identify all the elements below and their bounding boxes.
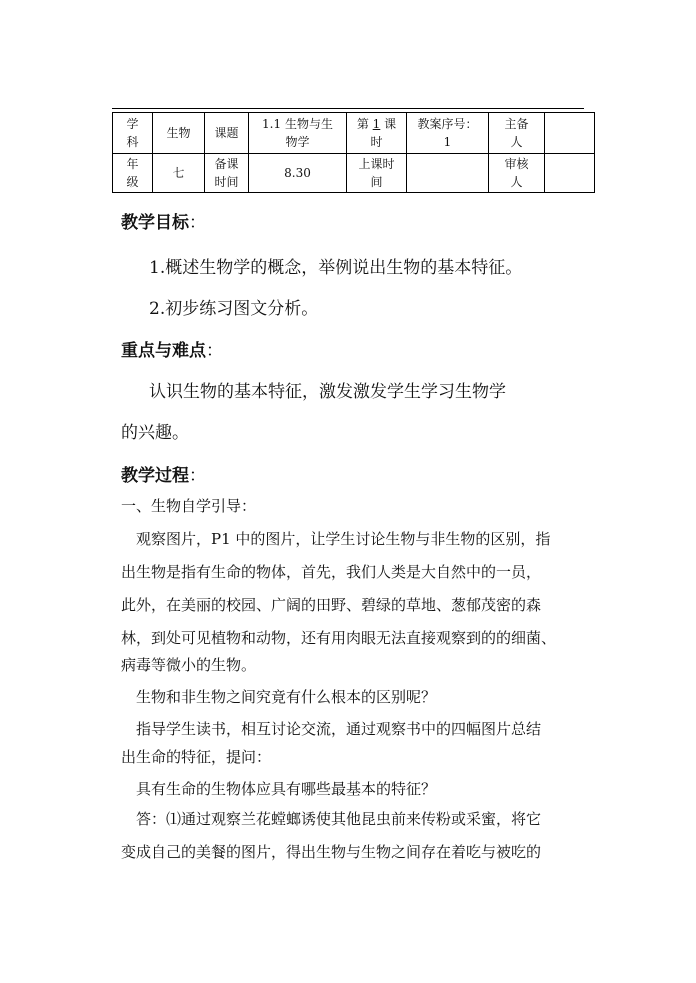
key-points-heading-text: 重点与难点 xyxy=(121,341,206,361)
topic-label: 课题 xyxy=(214,126,239,140)
para1-line-2: 出生物是指有生命的物体，首先，我们人类是大自然中的一员， xyxy=(121,563,542,581)
lesson-prefix: 第 xyxy=(356,117,369,131)
grade-label-cell xyxy=(113,154,153,193)
key-points-line-2: 的兴趣。 xyxy=(121,423,189,443)
lesson-count-cell xyxy=(347,113,407,154)
prep-time-label: 备课 时间 xyxy=(214,157,239,189)
topic-label-cell xyxy=(205,113,249,154)
answer-line-2: 变成自己的美餐的图片，得出生物与生物之间存在着吃与被吃的 xyxy=(121,843,542,861)
subject-value-cell xyxy=(153,113,205,154)
part1-heading: 一、生物自学引导： xyxy=(121,497,257,515)
lesson-suffix: 课 时 xyxy=(370,117,397,149)
para1-line-3: 此外，在美丽的校园、广阔的田野、碧绿的草地、葱郁茂密的森 xyxy=(121,596,542,614)
question-2: 具有生命的生物体应具有哪些最基本的特征？ xyxy=(136,780,437,798)
prep-time-label-cell xyxy=(205,154,249,193)
objectives-heading xyxy=(121,208,206,233)
subject-label: 学 科 xyxy=(126,117,139,149)
key-points-heading-colon: ： xyxy=(206,341,223,361)
plan-number-label: 教案序号： xyxy=(417,117,478,131)
plan-number-cell xyxy=(407,113,489,154)
preparer-value-cell xyxy=(545,113,595,154)
table-row xyxy=(113,113,595,154)
subject-value: 生物 xyxy=(166,126,191,140)
preparer-label: 主备 人 xyxy=(504,117,529,149)
grade-label: 年 级 xyxy=(126,157,139,189)
class-time-value-cell xyxy=(407,154,489,193)
para1-line-1: 观察图片，P1 中的图片，让学生讨论生物与非生物的区别，指 xyxy=(136,530,551,548)
guide-line-2: 出生命的特征，提问： xyxy=(121,748,272,766)
topic-value: 1.1 生物与生 物学 xyxy=(262,117,333,149)
key-points-heading xyxy=(121,336,223,361)
table-top-rule xyxy=(112,108,584,109)
process-heading-text: 教学过程 xyxy=(121,466,189,486)
prep-time-value: 8.30 xyxy=(284,166,311,180)
class-time-label: 上课时 间 xyxy=(358,157,395,189)
answer-line-1: 答：⑴通过观察兰花螳螂诱使其他昆虫前来传粉或采蜜，将它 xyxy=(136,810,542,828)
table-row xyxy=(113,154,595,193)
para1-line-4: 林，到处可见植物和动物，还有用肉眼无法直接观察到的的细菌、 xyxy=(121,629,557,647)
key-points-line-1: 认识生物的基本特征，激发激发学生学习生物学 xyxy=(149,382,506,402)
reviewer-label: 审核 人 xyxy=(504,157,529,189)
guide-line-1: 指导学生读书，相互讨论交流，通过观察书中的四幅图片总结 xyxy=(136,720,542,738)
objectives-heading-colon: ： xyxy=(189,213,206,233)
objectives-heading-text: 教学目标 xyxy=(121,213,189,233)
process-heading xyxy=(121,461,206,486)
reviewer-label-cell xyxy=(489,154,545,193)
subject-label-cell xyxy=(113,113,153,154)
objective-2: 2.初步练习图文分析。 xyxy=(149,299,319,319)
reviewer-value-cell xyxy=(545,154,595,193)
para1-line-5: 病毒等微小的生物。 xyxy=(121,656,257,674)
grade-value: 七 xyxy=(172,166,185,180)
question-1: 生物和非生物之间究竟有什么根本的区别呢？ xyxy=(136,688,437,706)
prep-time-value-cell xyxy=(249,154,347,193)
objective-1: 1.概述生物学的概念，举例说出生物的基本特征。 xyxy=(149,258,523,278)
lesson-info-table xyxy=(112,112,595,193)
plan-number-value: 1 xyxy=(443,135,452,149)
topic-value-cell xyxy=(249,113,347,154)
lesson-number: 1 xyxy=(372,117,381,131)
grade-value-cell xyxy=(153,154,205,193)
preparer-label-cell xyxy=(489,113,545,154)
class-time-label-cell xyxy=(347,154,407,193)
process-heading-colon: ： xyxy=(189,466,206,486)
